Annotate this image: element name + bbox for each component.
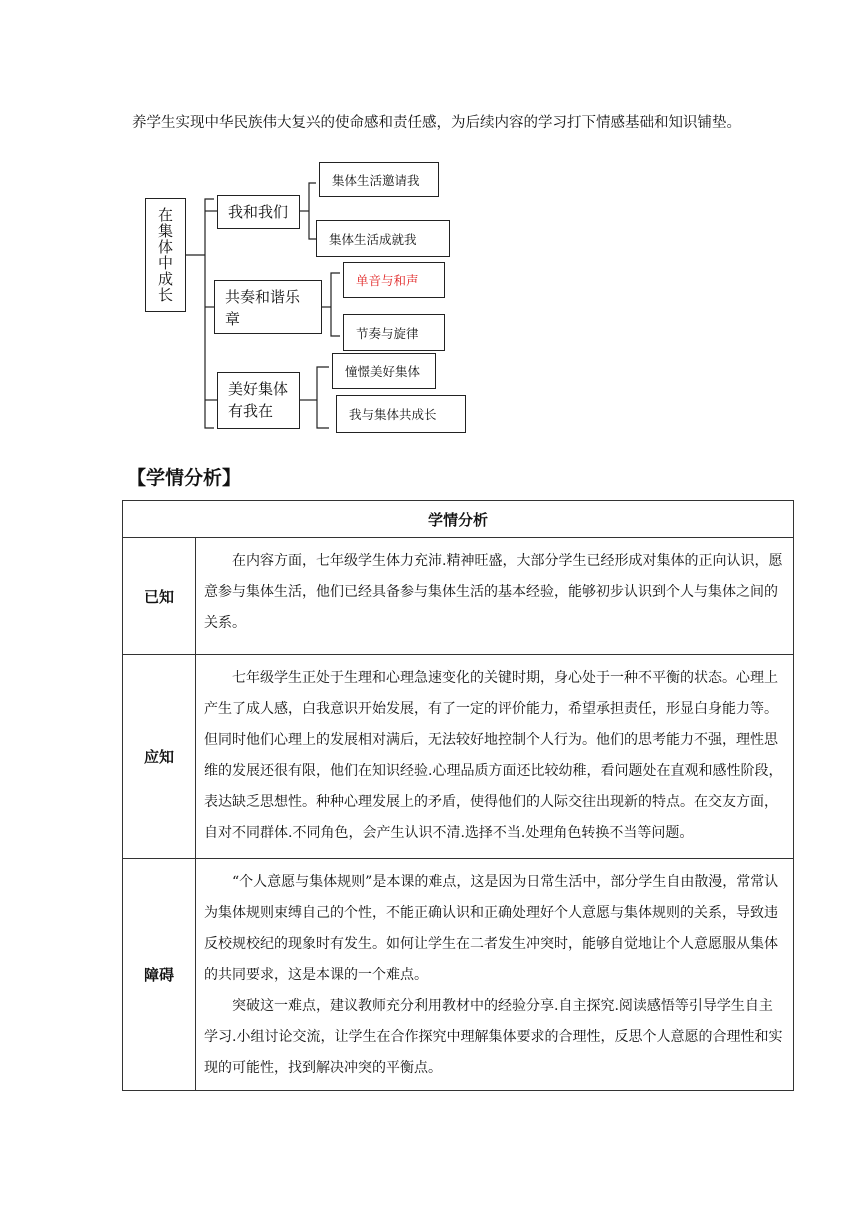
branch-gongzou-hexie: 共奏和谐乐章 bbox=[214, 280, 322, 334]
row-label-should-know: 应知 bbox=[123, 655, 196, 859]
leaf-chonjing-meihao: 憧憬美好集体 bbox=[332, 353, 436, 389]
table-row bbox=[123, 538, 794, 655]
table-header-row bbox=[123, 501, 794, 538]
table-row bbox=[123, 655, 794, 859]
row-paragraph: 在内容方面，七年级学生体力充沛.精神旺盛，大部分学生已经形成对集体的正向认识，愿意参与集体生活，他们已经具备参与集体生活的基本经验，能够初步认识到个人与集体之间的关系。 bbox=[204, 553, 783, 631]
row-paragraph: 突破这一难点，建议教师充分利用教材中的经验分享.自主探究.阅读感悟等引导学生自主学习.小组讨论交流，让学生在合作探究中理解集体要求的合理性，反思个人意愿的合理性和实现的可能性，找到解决冲突的平衡点。 bbox=[204, 998, 783, 1076]
table-header: 学情分析 bbox=[123, 501, 794, 538]
branch-wo-he-women: 我和我们 bbox=[217, 195, 300, 229]
branch-meihao-jiti: 美好集体有我在 bbox=[217, 372, 300, 429]
intro-paragraph: 养学生实现中华民族伟大复兴的使命感和责任感，为后续内容的学习打下情感基础和知识铺垫。 bbox=[132, 115, 741, 131]
row-content-should-know bbox=[196, 655, 794, 859]
mind-map-root: 在集体中成长 bbox=[145, 198, 186, 312]
leaf-danyin-hesheng: 单音与和声 bbox=[343, 262, 445, 298]
row-content-obstacle bbox=[196, 859, 794, 1091]
analysis-table bbox=[122, 500, 794, 1091]
section-heading: 【学情分析】 bbox=[127, 467, 242, 489]
leaf-jiti-chengjiu: 集体生活成就我 bbox=[316, 220, 450, 257]
table-row bbox=[123, 859, 794, 1091]
row-content-known bbox=[196, 538, 794, 655]
row-paragraph: 七年级学生正处于生理和心理急速变化的关键时期，身心处于一种不平衡的状态。心理上产生了成人感，白我意识开始发展，有了一定的评价能力，希望承担责任，形显白身能力等。但同时他们心理上的发展相对满后，无法较好地控制个人行为。他们的思考能力不强，理性思维的发展还很有限，他们在知识经验.心理品质方面还比较幼稚，看问题处在直观和感性阶段，表达缺乏思想性。种种心理发展上的矛盾，使得他们的人际交往出现新的特点。在交友方面，自对不同群体.不同角色，会产生认识不清.选择不当.处理角色转换不当等问题。 bbox=[204, 670, 783, 841]
row-label-obstacle: 障碍 bbox=[123, 859, 196, 1091]
leaf-jiezou-xuanlv: 节奏与旋律 bbox=[343, 314, 445, 351]
row-label-known: 已知 bbox=[123, 538, 196, 655]
row-paragraph: “个人意愿与集体规则”是本课的难点，这是因为日常生活中，部分学生自由散漫，常常认为集体规则束缚自己的个性，不能正确认识和正确处理好个人意愿与集体规则的关系，导致违反校规校纪的现象时有发生。如何让学生在二者发生冲突时，能够自觉地让个人意愿服从集体的共同要求，这是本课的一个难点。 bbox=[204, 874, 779, 983]
leaf-jiti-yaoqing: 集体生活邀请我 bbox=[319, 162, 439, 197]
leaf-gong-chengzhang: 我与集体共成长 bbox=[336, 395, 466, 433]
